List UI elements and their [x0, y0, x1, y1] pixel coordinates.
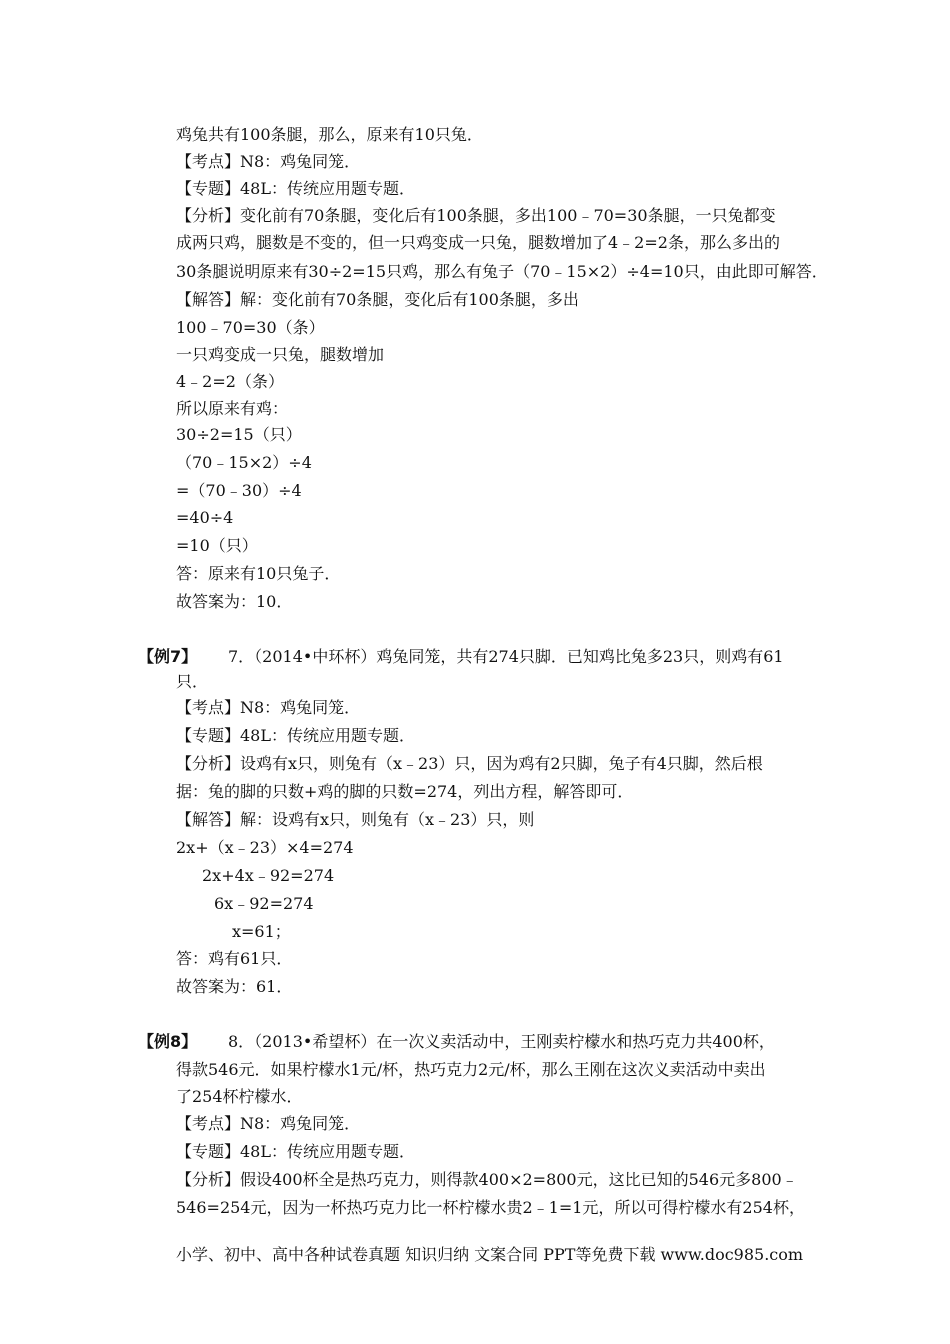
text-line: 30条腿说明原来有30÷2=15只鸡，那么有兔子（70﹣15×2）÷4=10只，由此即可解答． [176, 262, 828, 281]
text-line: =40÷4 [176, 508, 234, 527]
equation-line: 6x﹣92=274 [214, 894, 314, 913]
text-line: 故答案为：61． [176, 977, 293, 996]
text-line: 30÷2=15（只） [176, 425, 302, 444]
equation-line: 2x+（x﹣23）×4=274 [176, 838, 354, 857]
text-line: 鸡兔共有100条腿，那么，原来有10只兔． [176, 125, 483, 144]
question-text: 只． [176, 672, 209, 691]
page-footer: 小学、初中、高中各种试卷真题 知识归纳 文案合同 PPT等免费下载 www.doc985.com [176, 1245, 804, 1264]
text-line: 【专题】48L：传统应用题专题． [176, 1142, 415, 1161]
text-line: 【考点】N8：鸡兔同笼． [176, 698, 361, 717]
text-line: （70﹣15×2）÷4 [176, 453, 312, 472]
question-text: 7．（2014•中环杯）鸡兔同笼，共有274只脚．已知鸡比兔多23只，则鸡有61 [228, 647, 784, 666]
question-text: 8．（2013•希望杯）在一次义卖活动中，王刚卖柠檬水和热巧克力共400杯， [228, 1032, 775, 1051]
equation-line: 2x+4x﹣92=274 [202, 866, 335, 885]
text-line: 4﹣2=2（条） [176, 372, 284, 391]
text-line: 成两只鸡，腿数是不变的，但一只鸡变成一只兔，腿数增加了4﹣2=2条，那么多出的 [176, 233, 780, 252]
text-line: 【分析】假设400杯全是热巧克力，则得款400×2=800元，这比已知的546元多800﹣ [176, 1170, 798, 1189]
text-line: 【分析】设鸡有x只，则兔有（x﹣23）只，因为鸡有2只脚，兔子有4只脚，然后根 [176, 754, 763, 773]
text-line: 【专题】48L：传统应用题专题． [176, 726, 415, 745]
text-line: 故答案为：10． [176, 592, 293, 611]
text-line: 据：兔的脚的只数+鸡的脚的只数=274，列出方程，解答即可． [176, 782, 634, 801]
text-line: 一只鸡变成一只兔，腿数增加 [176, 345, 385, 364]
text-line: 546=254元，因为一杯热巧克力比一杯柠檬水贵2﹣1=1元，所以可得柠檬水有254杯， [176, 1198, 805, 1217]
text-line: 所以原来有鸡： [176, 399, 289, 418]
example-label: 【例8】 [138, 1032, 198, 1051]
text-line: 答：原来有10只兔子． [176, 564, 341, 583]
text-line: 【解答】解：设鸡有x只，则兔有（x﹣23）只，则 [176, 810, 535, 829]
equation-line: x=61； [232, 922, 291, 941]
text-line: 【解答】解：变化前有70条腿，变化后有100条腿，多出 [176, 290, 579, 309]
text-line: 【分析】变化前有70条腿，变化后有100条腿，多出100﹣70=30条腿，一只兔都变 [176, 206, 776, 225]
question-text: 了254杯柠檬水． [176, 1087, 303, 1106]
text-line: =10（只） [176, 536, 258, 555]
example-label: 【例7】 [138, 647, 198, 666]
text-line: 【考点】N8：鸡兔同笼． [176, 152, 361, 171]
text-line: 答：鸡有61只． [176, 949, 293, 968]
text-line: 【考点】N8：鸡兔同笼． [176, 1114, 361, 1133]
text-line: =（70﹣30）÷4 [176, 481, 302, 500]
text-line: 【专题】48L：传统应用题专题． [176, 179, 415, 198]
question-text: 得款546元．如果柠檬水1元/杯，热巧克力2元/杯，那么王刚在这次义卖活动中卖出 [176, 1060, 766, 1079]
text-line: 100﹣70=30（条） [176, 318, 325, 337]
